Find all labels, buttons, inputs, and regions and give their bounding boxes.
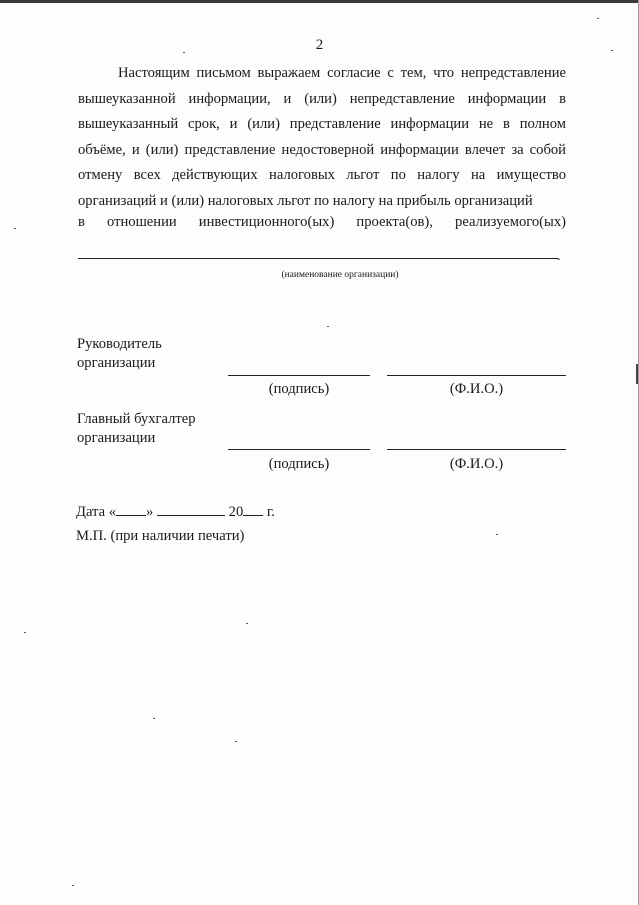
date-year-prefix: 20 [228, 504, 244, 520]
last-line-word-4: проекта(ов), [356, 214, 433, 230]
date-suffix: г. [266, 504, 275, 520]
date-day-field[interactable] [116, 501, 146, 516]
paragraph-line-1: Настоящим письмом выражаем согласие с тем, что непредставление [118, 65, 566, 81]
paragraph-line-5: отмену всех действующих налоговых льгот по налогу на имущество [78, 167, 566, 183]
paragraph-line-3: вышеуказанный срок, и (или) представление информации не в полном [78, 116, 566, 132]
paragraph-line-2: вышеуказанной информации, и (или) непредставление информации в [78, 90, 566, 107]
director-name-label: (Ф.И.О.) [449, 381, 504, 397]
accountant-signature-field[interactable] [228, 449, 370, 450]
date-line [76, 501, 275, 521]
scan-speck [72, 885, 74, 886]
scan-speck [24, 632, 26, 633]
director-signature-field[interactable] [228, 375, 370, 376]
scan-speck [327, 326, 329, 327]
date-prefix: Дата « [76, 504, 117, 520]
organization-line-end: . [557, 249, 561, 264]
scan-speck [496, 534, 498, 535]
scan-mark [636, 364, 638, 384]
last-line-word-1: в [78, 214, 85, 230]
director-name-field[interactable] [387, 375, 566, 376]
last-line-word-3: инвестиционного(ых) [198, 214, 335, 230]
scan-speck [183, 52, 185, 53]
director-signature-label: (подпись) [268, 381, 330, 397]
accountant-name-label: (Ф.И.О.) [449, 456, 504, 472]
date-quote-close: » [146, 504, 154, 520]
scan-speck [611, 50, 613, 51]
accountant-name-field[interactable] [387, 449, 566, 450]
paragraph-line-4: объёме, и (или) представление недостоверной информации влечет за собой [78, 141, 566, 158]
date-month-field[interactable] [157, 501, 225, 516]
page-top-edge [0, 0, 639, 3]
paragraph-last-line [78, 214, 566, 240]
accountant-signature-label: (подпись) [268, 456, 330, 472]
signer-role-accountant [77, 410, 196, 448]
scan-speck [597, 18, 599, 19]
signer-role-line: организации [77, 355, 156, 371]
scan-speck [235, 741, 237, 742]
scan-speck [246, 623, 248, 624]
last-line-word-5: реализуемого(ых) [455, 214, 566, 230]
signer-role-line: организации [77, 430, 156, 446]
page-number: 2 [315, 37, 324, 53]
consent-paragraph [78, 61, 566, 214]
signer-role-director [77, 335, 162, 373]
signer-role-line: Главный бухгалтер [77, 411, 196, 427]
last-line-word-2: отношении [106, 214, 177, 230]
organization-name-field[interactable] [78, 258, 558, 259]
stamp-note: М.П. (при наличии печати) [76, 528, 245, 544]
paragraph-line-6: организаций и (или) налоговых льгот по налогу на прибыль организаций [78, 192, 533, 209]
signer-role-line: Руководитель [77, 336, 162, 352]
date-year-field[interactable] [243, 501, 263, 516]
scan-speck [14, 228, 16, 229]
scan-speck [153, 718, 155, 719]
organization-caption: (наименование организации) [281, 270, 399, 280]
